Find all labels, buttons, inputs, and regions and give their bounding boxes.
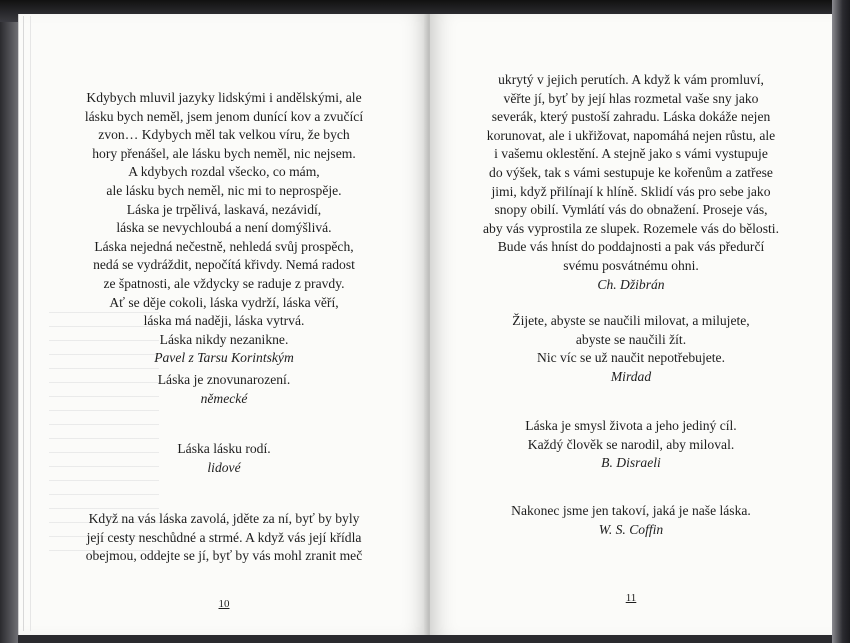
quote-line: věřte jí, byť by její hlas rozmetal vaše sny jako	[503, 90, 759, 106]
quote-line: obejmou, oddejte se jí, byť by vás mohl zranit meč	[85, 548, 363, 564]
quote-author: německé	[200, 390, 248, 406]
quote-gibran-start	[19, 510, 429, 566]
page-number: 10	[218, 598, 230, 610]
quote-corinthians	[19, 89, 429, 368]
quote-line: její cesty neschůdné a strmé. A když vás její křídla	[86, 529, 362, 545]
quote-author: lidové	[207, 459, 241, 475]
quote-line: lásku bych neměl, jsem jenom dunící kov a zvučící	[84, 108, 364, 124]
quote-author: Pavel z Tarsu Korintským	[154, 350, 294, 366]
quote-coffin	[430, 502, 832, 539]
quote-line: Láska je znovunarození.	[157, 372, 291, 387]
quote-line: nedá se vydráždit, nepočítá křivdy. Nemá radost	[93, 257, 355, 273]
book-edge-right	[832, 0, 850, 643]
quote-line: Láska lásku rodí.	[177, 441, 271, 456]
quote-folk	[19, 440, 429, 477]
quote-line: Láska je smysl života a jeho jediný cíl.	[525, 418, 737, 433]
quote-line: zvon… Kdybych měl tak velkou víru, že bych	[98, 127, 350, 143]
quote-line: Nakonec jsme jen takoví, jaká je naše láska.	[511, 503, 751, 518]
quote-gibran-end	[430, 71, 832, 294]
quote-disraeli	[430, 417, 832, 473]
quote-line: láska se nevychloubá a není domýšlivá.	[116, 220, 332, 236]
quote-line: Žijete, abyste se naučili milovat, a milujete,	[512, 313, 750, 328]
quote-line: ukrytý v jejich perutích. A když k vám promluví,	[498, 72, 764, 87]
quote-author: Mirdad	[610, 368, 652, 384]
quote-line: hory přenášel, ale lásku bych neměl, nic nejsem.	[92, 145, 356, 161]
quote-line: i vašemu oklestění. A stejně jako s vámi vystupuje	[494, 146, 768, 162]
quote-line: korunovat, ale i ukřižovat, napomáhá nejen růstu, ale	[486, 127, 776, 143]
quote-line: Když na vás láska zavolá, jděte za ní, byť by byly	[88, 511, 360, 526]
quote-rebirth	[19, 371, 429, 408]
quote-line: Nic víc se už naučit nepotřebujete.	[537, 350, 725, 366]
quote-line: severák, který pustoší zahradu. Láska dokáže nejen	[491, 109, 771, 125]
quote-line: Láska nejedná nečestně, nehledá svůj prospěch,	[94, 238, 354, 254]
quote-line: ale lásku bych neměl, nic mi to neprospěje.	[106, 182, 342, 198]
quote-line: do výšek, tak s vámi sestupuje ke kořenům a zatřese	[489, 164, 773, 180]
quote-line: Láska je trpělivá, laskavá, nezávidí,	[126, 201, 322, 217]
quote-line: jimi, když přilínají k hlíně. Sklidí vás pro sebe jako	[491, 183, 771, 199]
quote-author: W. S. Coffin	[598, 521, 664, 537]
page-number: 11	[625, 592, 637, 604]
quote-line: Bude vás hníst do poddajnosti a pak vás předurčí	[497, 239, 765, 255]
quote-line: aby vás vyprostila ze slupek. Rozemele vás do bělosti.	[483, 220, 779, 236]
right-page	[430, 14, 832, 635]
book-edge-left	[0, 0, 18, 643]
quote-line: snopy obilí. Vymlátí vás do obnažení. Proseje vás,	[494, 202, 768, 218]
quote-line: svému posvátnému ohni.	[563, 257, 699, 273]
quote-line: Každý člověk se narodil, aby miloval.	[527, 436, 735, 452]
quote-line: ze špatnosti, ale vždycky se raduje z pravdy.	[103, 275, 345, 291]
quote-line: láska má naději, láska vytrvá.	[143, 313, 305, 329]
quote-line: Kdybych mluvil jazyky lidskými i andělskými, ale	[86, 90, 362, 105]
quote-line: Láska nikdy nezanikne.	[159, 331, 289, 347]
quote-author: B. Disraeli	[601, 455, 661, 471]
quote-mirdad	[430, 312, 832, 386]
quote-line: A kdybych rozdal všecko, co mám,	[128, 164, 320, 180]
quote-line: abyste se naučili žít.	[575, 331, 687, 347]
left-page	[18, 14, 429, 635]
quote-line: Ať se děje cokoli, láska vydrží, láska věří,	[109, 294, 339, 310]
quote-author: Ch. Džibrán	[597, 276, 665, 292]
